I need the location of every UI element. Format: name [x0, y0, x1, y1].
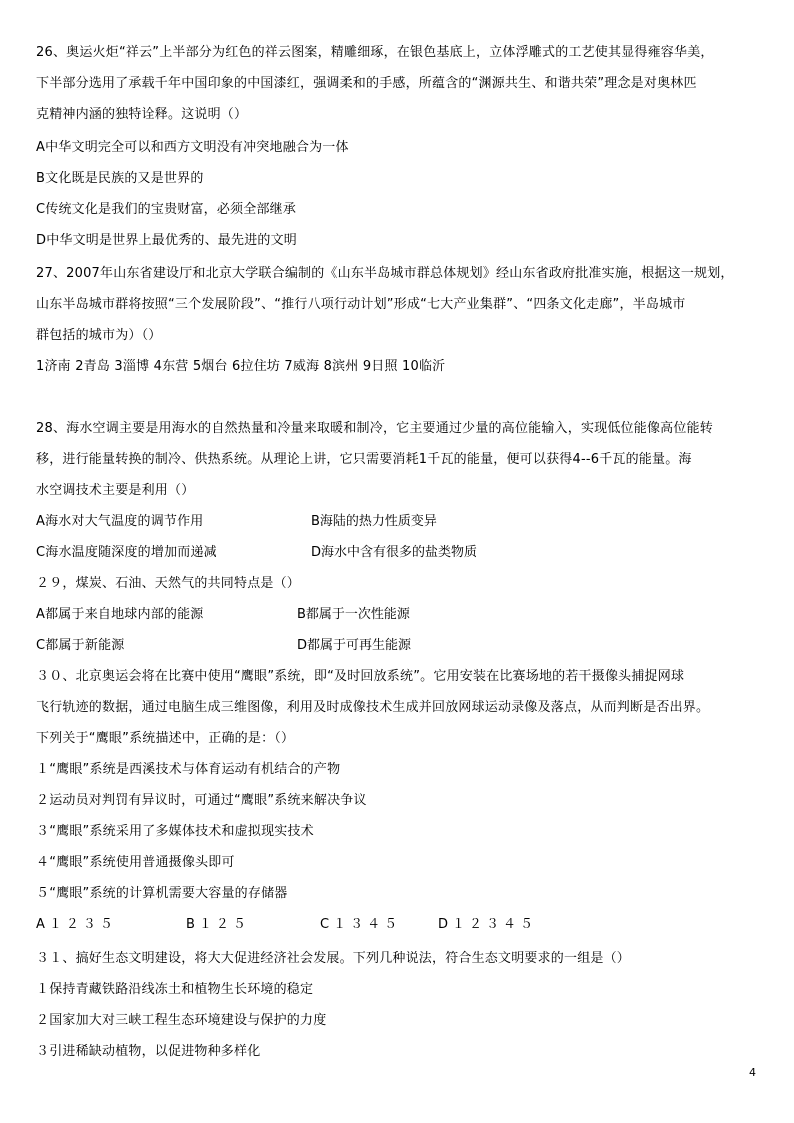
q28-stem-line1: 28、海水空调主要是用海水的自然热量和冷量来取暖和制冷，它主要通过少量的高位能输入，实现低位能像高位能转: [36, 421, 713, 436]
q30-item-5: ５“鹰眼”系统的计算机需要大容量的存储器: [36, 886, 288, 901]
q30-item-4: ４“鹰眼”系统使用普通摄像头即可: [36, 855, 235, 870]
q29-option-a: A都属于来自地球内部的能源: [36, 607, 204, 622]
q27-city-list: 1济南 2青岛 3淄博 4东营 5烟台 6拉住坊 7威海 8滨州 9日照 10临沂: [36, 359, 446, 374]
q28-option-c: C海水温度随深度的增加而递减: [36, 545, 217, 560]
q27-stem-line3: 群包括的城市为）（）: [36, 328, 162, 343]
q29-option-c: C都属于新能源: [36, 638, 125, 653]
q28-option-d: D海水中含有很多的盐类物质: [311, 545, 478, 560]
q31-item-3: ３引进稀缺动植物，以促进物种多样化: [36, 1044, 261, 1059]
q30-stem-line2: 飞行轨迹的数据，通过电脑生成三维图像，利用及时成像技术生成并回放网球运动录像及落点，从而判断是否出界。: [36, 700, 710, 715]
q29-stem: ２９，煤炭、石油、天然气的共同特点是（）: [36, 576, 301, 591]
q26-option-b: B文化既是民族的又是世界的: [36, 171, 204, 186]
q30-option-b: B１２５: [186, 917, 250, 932]
q26-stem-line3: 克精神内涵的独特诠释。这说明（）: [36, 107, 248, 122]
q26-option-a: A中华文明完全可以和西方文明没有冲突地融合为一体: [36, 140, 349, 155]
page-number: 4: [749, 1066, 756, 1079]
q26-option-d: D中华文明是世界上最优秀的、最先进的文明: [36, 233, 298, 248]
q30-item-1: １“鹰眼”系统是西溪技术与体育运动有机结合的产物: [36, 762, 341, 777]
q31-item-2: ２国家加大对三峡工程生态环境建设与保护的力度: [36, 1013, 327, 1028]
q30-item-3: ３“鹰眼”系统采用了多媒体技术和虚拟现实技术: [36, 824, 314, 839]
q29-option-b: B都属于一次性能源: [297, 607, 410, 622]
q30-stem-line3: 下列关于“鹰眼”系统描述中，正确的是：（）: [36, 731, 295, 746]
q30-option-c: C１３４５: [320, 917, 402, 932]
q26-stem-line2: 下半部分选用了承载千年中国印象的中国漆红，强调柔和的手感，所蕴含的“渊源共生、和谐共荣”理念是对奥林匹: [36, 76, 697, 91]
q28-option-b: B海陆的热力性质变异: [311, 514, 437, 529]
q28-stem-line3: 水空调技术主要是利用（）: [36, 483, 195, 498]
q27-stem-line2: 山东半岛城市群将按照“三个发展阶段”、“推行八项行动计划”形成“七大产业集群”、“四条文化走廊”，半岛城市: [36, 297, 686, 312]
q30-stem-line1: ３０、北京奥运会将在比赛中使用“鹰眼”系统，即“及时回放系统”。它用安装在比赛场地的若干摄像头捕捉网球: [36, 669, 685, 684]
q26-stem-line1: 26、奥运火炬“祥云”上半部分为红色的祥云图案，精雕细琢，在银色基底上，立体浮雕式的工艺使其显得雍容华美，: [36, 45, 714, 60]
q28-option-a: A海水对大气温度的调节作用: [36, 514, 204, 529]
q31-stem: ３１、搞好生态文明建设，将大大促进经济社会发展。下列几种说法，符合生态文明要求的一组是（）: [36, 951, 631, 966]
q30-item-2: ２运动员对判罚有异议时，可通过“鹰眼”系统来解决争议: [36, 793, 367, 808]
q28-stem-line2: 移，进行能量转换的制冷、供热系统。从理论上讲，它只需要消耗1千瓦的能量，便可以获得4--6千瓦的能量。海: [36, 452, 692, 467]
q30-option-d: D１２３４５: [438, 917, 538, 932]
q30-option-a: A１２３５: [36, 917, 117, 932]
q29-option-d: D都属于可再生能源: [297, 638, 412, 653]
q27-stem-line1: 27、2007年山东省建设厅和北京大学联合编制的《山东半岛城市群总体规划》经山东省政府批准实施，根据这一规划，: [36, 266, 734, 281]
q26-option-c: C传统文化是我们的宝贵财富，必须全部继承: [36, 202, 297, 217]
q31-item-1: １保持青藏铁路沿线冻土和植物生长环境的稳定: [36, 982, 314, 997]
